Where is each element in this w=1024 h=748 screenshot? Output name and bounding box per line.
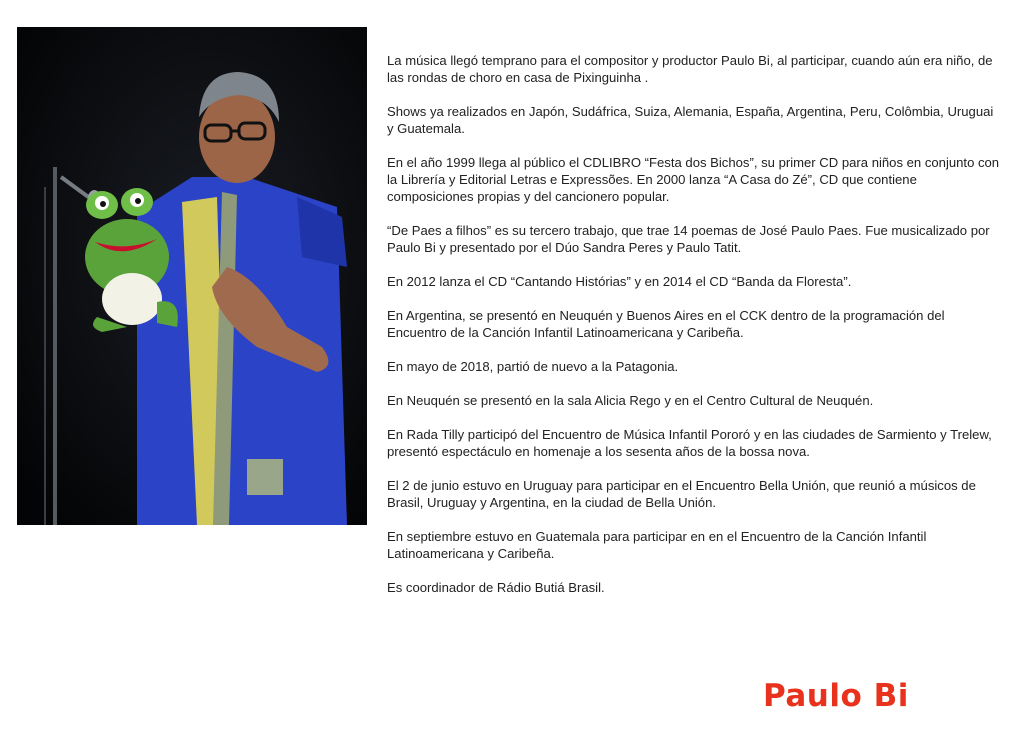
bio-paragraph: La música llegó temprano para el compositor y productor Paulo Bi, al participar, cuando aún era niño, de las rondas de choro en casa de Pixinguinha . <box>387 53 993 85</box>
bio-paragraph: El 2 de junio estuvo en Uruguay para participar en el Encuentro Bella Unión, que reunió a músicos de Brasil, Uruguay y Argentina, en la ciudad de Bella Unión. <box>387 478 976 510</box>
paulo-bi-logo: Paulo Bi <box>763 678 909 714</box>
bio-paragraph: En Neuquén se presentó en la sala Alicia Rego y en el Centro Cultural de Neuquén. <box>387 393 874 408</box>
bio-paragraph: En Argentina, se presentó en Neuquén y Buenos Aires en el CCK dentro de la programación del Encuentro de la Canción Infantil Latinoamericana y Caribeña. <box>387 308 945 340</box>
bio-paragraph: En Rada Tilly participó del Encuentro de Música Infantil Pororó y en las ciudades de Sarmiento y Trelew, presentó espectáculo en homenaje a los sesenta años de la bossa nova. <box>387 427 992 459</box>
bio-paragraph: Es coordinador de Rádio Butiá Brasil. <box>387 580 605 595</box>
bio-paragraph: “De Paes a filhos” es su tercero trabajo, que trae 14 poemas de José Paulo Paes. Fue musicalizado por Paulo Bi y presentado por el Dúo Sandra Peres y Paulo Tatit. <box>387 223 990 255</box>
bio-paragraph: Shows ya realizados en Japón, Sudáfrica, Suiza, Alemania, España, Argentina, Peru, Colômbia, Uruguai y Guatemala. <box>387 104 994 136</box>
bio-paragraph: En el año 1999 llega al público el CDLIBRO “Festa dos Bichos”, su primer CD para niños en conjunto con la Librería y Editorial Letras e Expressões. En 2000 lanza “A Casa do Zé”, CD que contiene composiciones propias y del cancionero popular. <box>387 155 1000 204</box>
biography-text <box>387 52 1002 613</box>
bio-paragraph: En septiembre estuvo en Guatemala para participar en en el Encuentro de la Canción Infantil Latinoamericana y Caribeña. <box>387 529 927 561</box>
performer-photo <box>17 27 367 525</box>
bio-paragraph: En mayo de 2018, partió de nuevo a la Patagonia. <box>387 359 679 374</box>
bio-paragraph: En 2012 lanza el CD “Cantando Histórias” y en 2014 el CD “Banda da Floresta”. <box>387 274 852 289</box>
performer-illustration <box>17 27 367 525</box>
